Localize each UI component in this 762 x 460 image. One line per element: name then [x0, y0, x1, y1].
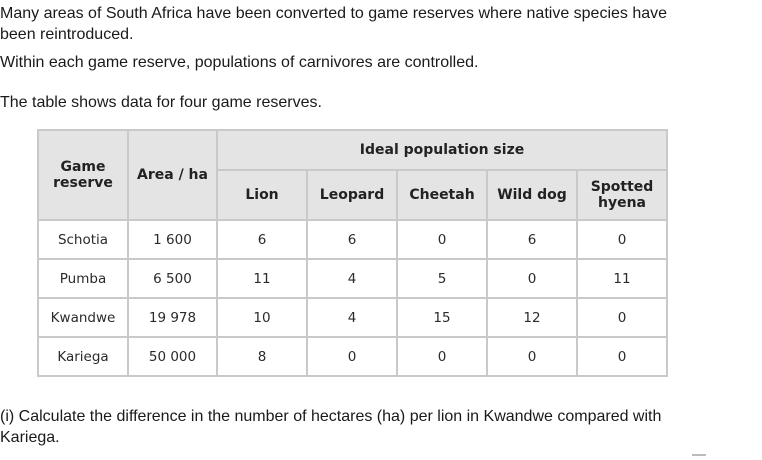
cell-wild-dog: 6	[487, 220, 577, 259]
cell-lion: 8	[217, 337, 307, 376]
cell-lion: 10	[217, 298, 307, 337]
header-ideal-population: Ideal population size	[217, 130, 667, 170]
table-row	[38, 337, 667, 376]
cell-lion: 6	[217, 220, 307, 259]
question-text: (i) Calculate the difference in the number of hectares (ha) per lion in Kwandwe compared with Kariega.	[0, 408, 662, 446]
cell-hyena: 0	[577, 220, 667, 259]
cell-hyena: 0	[577, 337, 667, 376]
cell-cheetah: 0	[397, 220, 487, 259]
cell-lion: 11	[217, 259, 307, 298]
header-game-reserve: Game reserve	[38, 130, 128, 220]
header-wild-dog: Wild dog	[487, 170, 577, 220]
marks-indicator	[692, 454, 706, 460]
table-row	[38, 259, 667, 298]
cell-wild-dog: 0	[487, 337, 577, 376]
cell-cheetah: 5	[397, 259, 487, 298]
game-reserve-table	[37, 129, 668, 377]
cell-hyena: 0	[577, 298, 667, 337]
table-intro-text: The table shows data for four game reserves.	[0, 94, 322, 111]
table-row	[38, 220, 667, 259]
cell-leopard: 6	[307, 220, 397, 259]
cell-leopard: 4	[307, 259, 397, 298]
cell-reserve: Kariega	[38, 337, 128, 376]
cell-area: 50 000	[128, 337, 217, 376]
cell-reserve: Kwandwe	[38, 298, 128, 337]
cell-cheetah: 0	[397, 337, 487, 376]
cell-cheetah: 15	[397, 298, 487, 337]
cell-area: 6 500	[128, 259, 217, 298]
header-area: Area / ha	[128, 130, 217, 220]
controlled-populations-text: Within each game reserve, populations of carnivores are controlled.	[0, 54, 479, 71]
table-header-row	[38, 130, 667, 170]
cell-leopard: 0	[307, 337, 397, 376]
header-leopard: Leopard	[307, 170, 397, 220]
table-row	[38, 298, 667, 337]
intro-paragraph: Many areas of South Africa have been converted to game reserves where native species have been reintroduced.	[0, 5, 668, 43]
cell-reserve: Schotia	[38, 220, 128, 259]
cell-area: 19 978	[128, 298, 217, 337]
cell-hyena: 11	[577, 259, 667, 298]
header-spotted-hyena: Spotted hyena	[577, 170, 667, 220]
cell-area: 1 600	[128, 220, 217, 259]
header-cheetah: Cheetah	[397, 170, 487, 220]
cell-leopard: 4	[307, 298, 397, 337]
header-lion: Lion	[217, 170, 307, 220]
cell-reserve: Pumba	[38, 259, 128, 298]
cell-wild-dog: 12	[487, 298, 577, 337]
cell-wild-dog: 0	[487, 259, 577, 298]
